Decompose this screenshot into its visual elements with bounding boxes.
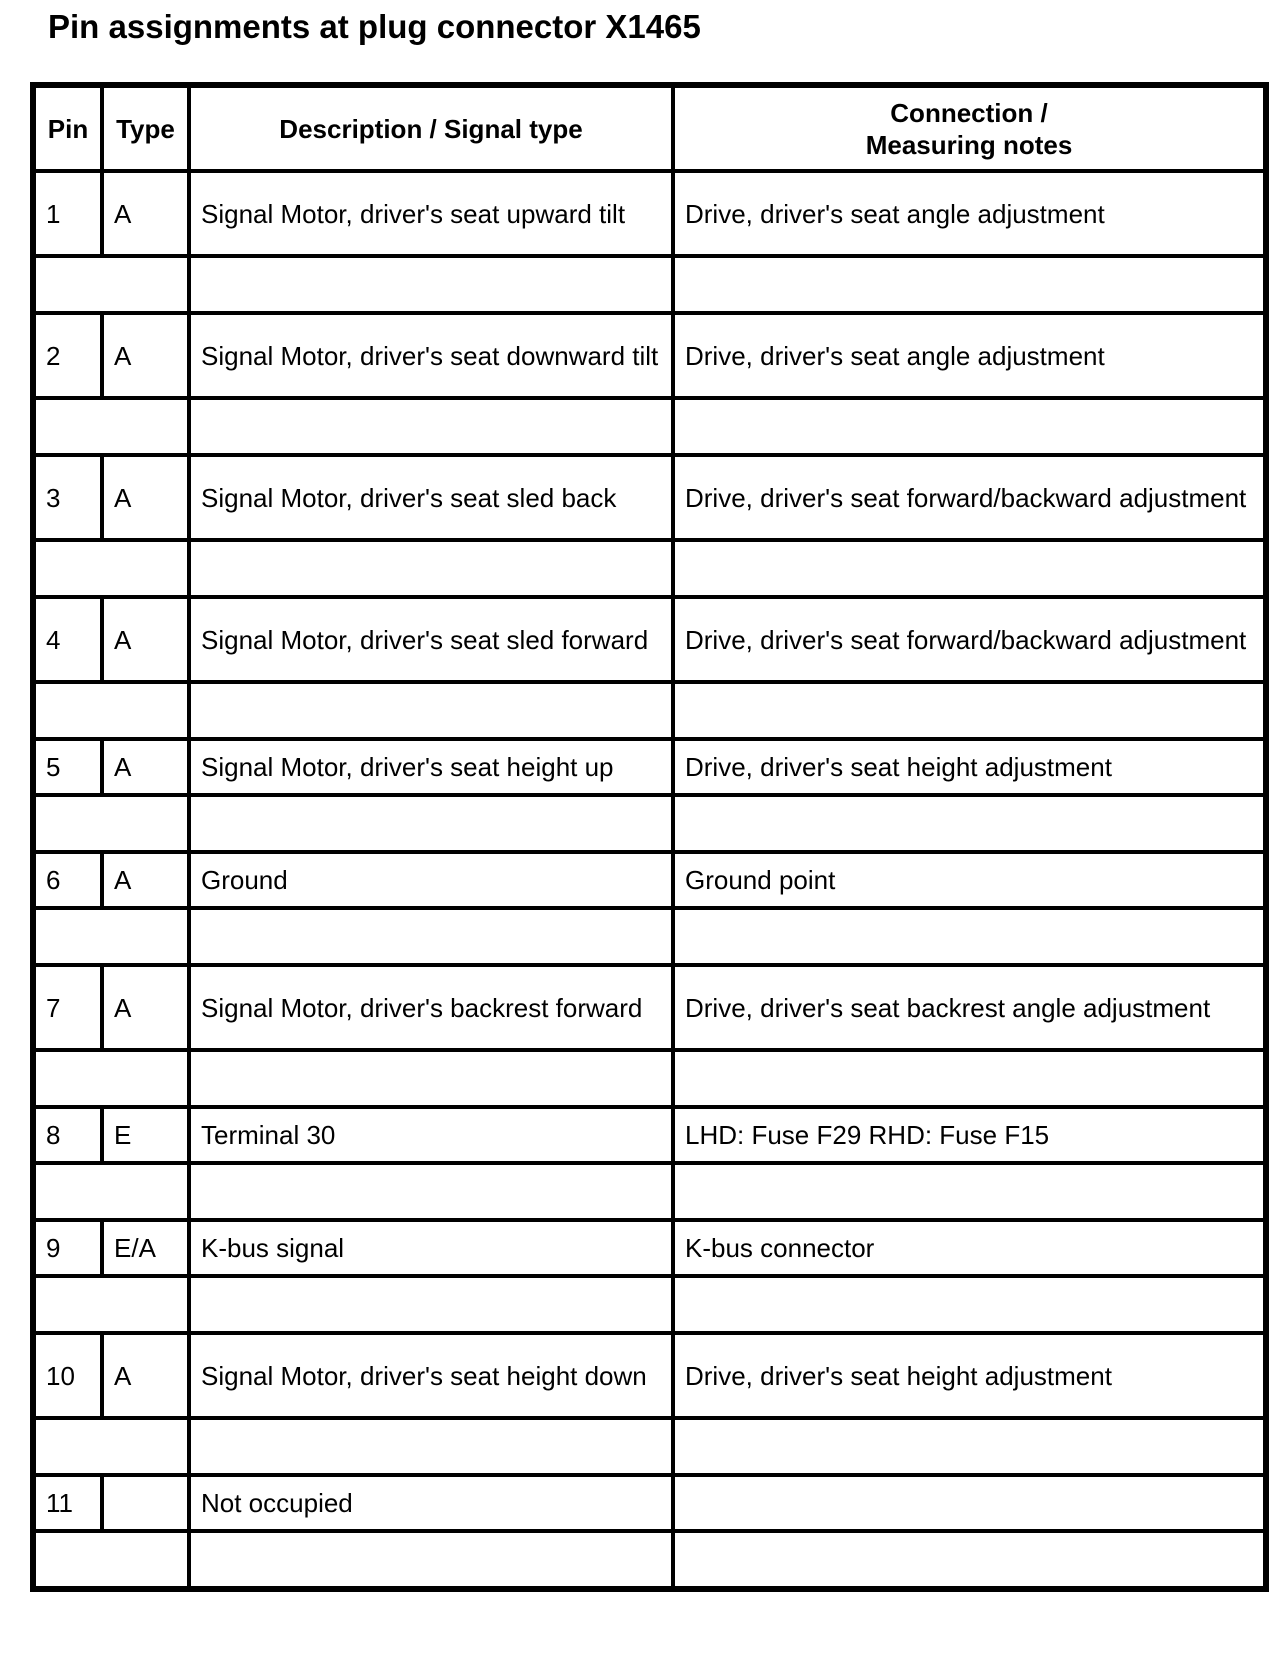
- type-cell: A: [102, 597, 189, 682]
- connection-cell: Drive, driver's seat height adjustment: [673, 739, 1265, 795]
- spacer-row: [34, 398, 1265, 455]
- document-title: Pin assignments at plug connector X1465: [48, 8, 701, 45]
- table-row: [34, 852, 1265, 908]
- connection-cell: K-bus connector: [673, 1220, 1265, 1276]
- table-row: [34, 965, 1265, 1050]
- description-cell: Terminal 30: [189, 1107, 673, 1163]
- pin-cell: 5: [34, 739, 102, 795]
- description-cell: Not occupied: [189, 1475, 673, 1531]
- spacer-row: [34, 908, 1265, 965]
- pin-cell: 4: [34, 597, 102, 682]
- spacer-row: [34, 1163, 1265, 1220]
- spacer-row: [34, 1418, 1265, 1475]
- type-cell: A: [102, 313, 189, 398]
- pin-cell: 6: [34, 852, 102, 908]
- pin-cell: 2: [34, 313, 102, 398]
- description-cell: Signal Motor, driver's backrest forward: [189, 965, 673, 1050]
- connection-cell: Drive, driver's seat forward/backward adjustment: [673, 455, 1265, 540]
- pin-cell: 9: [34, 1220, 102, 1276]
- pin-cell: 11: [34, 1475, 102, 1531]
- header-connection: [673, 86, 1265, 171]
- pin-cell: 1: [34, 171, 102, 256]
- description-cell: Signal Motor, driver's seat sled back: [189, 455, 673, 540]
- type-cell: A: [102, 852, 189, 908]
- type-cell: A: [102, 1333, 189, 1418]
- spacer-row: [34, 1276, 1265, 1333]
- connection-cell: LHD: Fuse F29 RHD: Fuse F15: [673, 1107, 1265, 1163]
- pin-cell: 3: [34, 455, 102, 540]
- description-cell: Ground: [189, 852, 673, 908]
- spacer-row: [34, 1050, 1265, 1107]
- connection-cell: Drive, driver's seat height adjustment: [673, 1333, 1265, 1418]
- spacer-row: [34, 795, 1265, 852]
- pin-assignment-table: [32, 84, 1267, 1590]
- description-cell: Signal Motor, driver's seat downward tilt: [189, 313, 673, 398]
- pin-cell: 10: [34, 1333, 102, 1418]
- table-row: [34, 597, 1265, 682]
- header-connection-line2: Measuring notes: [865, 129, 1073, 160]
- type-cell: A: [102, 171, 189, 256]
- header-description: Description / Signal type: [189, 86, 673, 171]
- type-cell: A: [102, 739, 189, 795]
- description-cell: Signal Motor, driver's seat sled forward: [189, 597, 673, 682]
- type-cell: E/A: [102, 1220, 189, 1276]
- header-pin: Pin: [34, 86, 102, 171]
- description-cell: Signal Motor, driver's seat height up: [189, 739, 673, 795]
- table-header-row: [34, 86, 1265, 171]
- table-row: [34, 1475, 1265, 1531]
- table-row: [34, 1107, 1265, 1163]
- connection-cell: [673, 1475, 1265, 1531]
- type-cell: A: [102, 455, 189, 540]
- header-connection-line1: Connection /: [890, 97, 1048, 128]
- table-row: [34, 1220, 1265, 1276]
- table-row: [34, 1333, 1265, 1418]
- type-cell: [102, 1475, 189, 1531]
- connection-cell: Ground point: [673, 852, 1265, 908]
- table-row: [34, 739, 1265, 795]
- connection-cell: Drive, driver's seat angle adjustment: [673, 171, 1265, 256]
- table-row: [34, 313, 1265, 398]
- description-cell: K-bus signal: [189, 1220, 673, 1276]
- spacer-row: [34, 540, 1265, 597]
- spacer-row: [34, 1531, 1265, 1588]
- pin-cell: 8: [34, 1107, 102, 1163]
- connection-cell: Drive, driver's seat backrest angle adjustment: [673, 965, 1265, 1050]
- connection-cell: Drive, driver's seat angle adjustment: [673, 313, 1265, 398]
- description-cell: Signal Motor, driver's seat upward tilt: [189, 171, 673, 256]
- spacer-row: [34, 682, 1265, 739]
- connection-cell: Drive, driver's seat forward/backward adjustment: [673, 597, 1265, 682]
- table-row: [34, 455, 1265, 540]
- type-cell: A: [102, 965, 189, 1050]
- type-cell: E: [102, 1107, 189, 1163]
- pin-cell: 7: [34, 965, 102, 1050]
- table-row: [34, 171, 1265, 256]
- description-cell: Signal Motor, driver's seat height down: [189, 1333, 673, 1418]
- header-type: Type: [102, 86, 189, 171]
- spacer-row: [34, 256, 1265, 313]
